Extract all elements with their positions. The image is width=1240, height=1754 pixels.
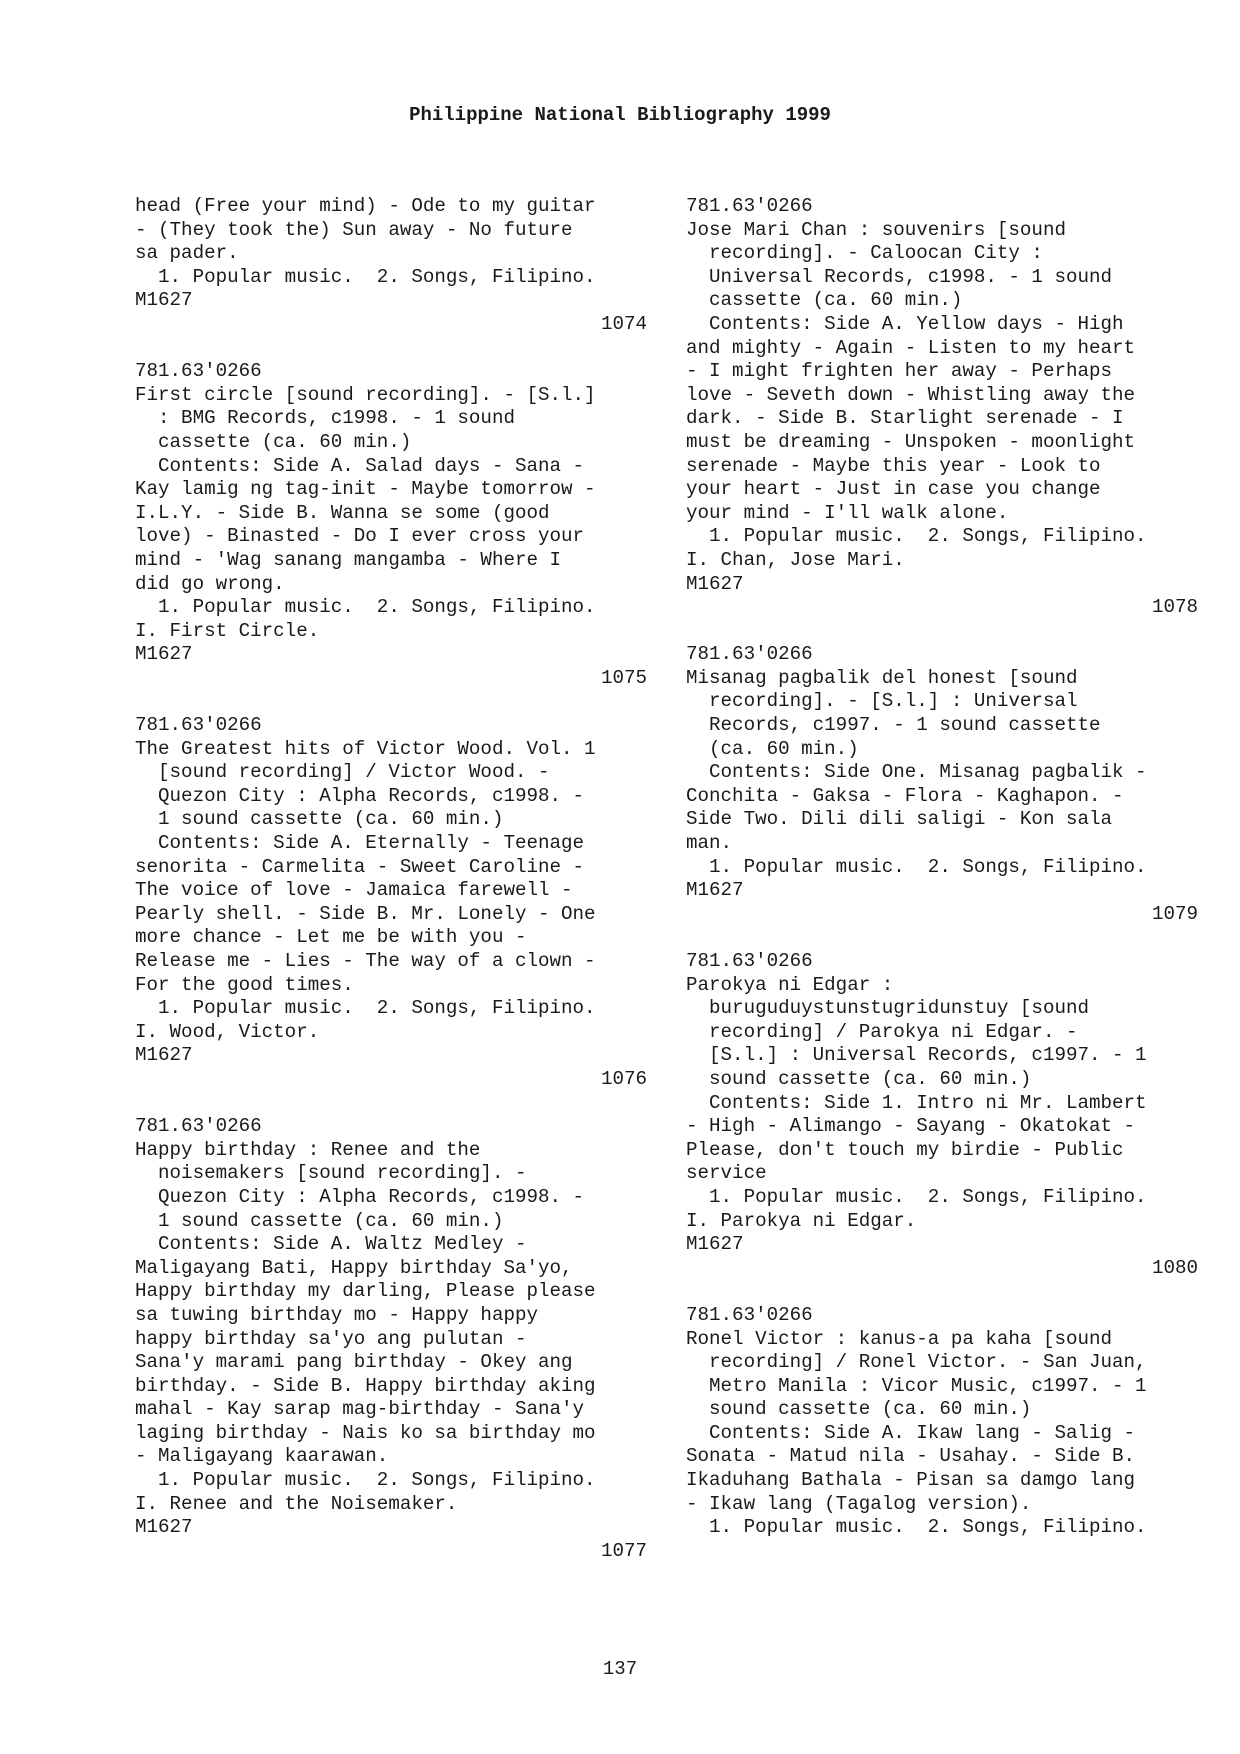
- entry-line: 781.63'0266: [135, 1115, 262, 1138]
- bibliography-entry: [135, 714, 647, 1092]
- entry-line: laging birthday - Nais ko sa birthday mo: [135, 1421, 596, 1444]
- entry-line: [sound recording] / Victor Wood. -: [135, 761, 550, 784]
- entry-line: senorita - Carmelita - Sweet Caroline -: [135, 855, 585, 878]
- entry-line: I. Chan, Jose Mari.: [686, 548, 905, 571]
- entry-number: 1079: [1151, 902, 1198, 925]
- entry-line: love) - Binasted - Do I ever cross your: [135, 525, 585, 548]
- entry-line: Ikaduhang Bathala - Pisan sa damgo lang: [686, 1469, 1136, 1492]
- entry-line: - High - Alimango - Sayang - Okatokat -: [686, 1115, 1136, 1138]
- entry-line: Release me - Lies - The way of a clown -: [135, 950, 596, 972]
- entry-line: 1 sound cassette (ca. 60 min.): [135, 808, 504, 831]
- entry-line: and mighty - Again - Listen to my heart: [686, 336, 1136, 359]
- entry-line: The voice of love - Jamaica farewell -: [135, 879, 573, 902]
- entry-line: 781.63'0266: [686, 643, 813, 666]
- entry-line: 1. Popular music. 2. Songs, Filipino.: [135, 596, 596, 619]
- entry-line: 1. Popular music. 2. Songs, Filipino.: [135, 997, 596, 1020]
- entry-line: serenade - Maybe this year - Look to: [686, 454, 1101, 477]
- entry-line: head (Free your mind) - Ode to my guitar: [135, 195, 596, 217]
- entry-line: Metro Manila : Vicor Music, c1997. - 1: [686, 1374, 1147, 1397]
- entry-line: I. First Circle.: [135, 619, 320, 642]
- entry-line: 781.63'0266: [135, 360, 262, 383]
- entry-line: For the good times.: [135, 973, 354, 996]
- entry-line: recording] / Parokya ni Edgar. -: [686, 1020, 1078, 1043]
- entry-line: 1 sound cassette (ca. 60 min.): [135, 1209, 504, 1232]
- entry-line: Contents: Side A. Salad days - Sana -: [135, 454, 585, 477]
- entry-line: [S.l.] : Universal Records, c1997. - 1: [686, 1044, 1147, 1067]
- entry-line: M1627: [135, 289, 193, 312]
- entry-line: man.: [686, 832, 733, 855]
- entry-line: recording]. - Caloocan City :: [686, 242, 1043, 265]
- entry-line: - Maligayang kaarawan.: [135, 1445, 389, 1468]
- entry-line: I. Wood, Victor.: [135, 1020, 320, 1043]
- bibliography-entry: [686, 195, 1198, 620]
- bibliography-entry: [686, 643, 1198, 926]
- entry-line: mahal - Kay sarap mag-birthday - Sana'y: [135, 1398, 585, 1421]
- entry-line: Sonata - Matud nila - Usahay. - Side B.: [686, 1445, 1136, 1468]
- entry-line: your heart - Just in case you change: [686, 478, 1101, 501]
- entry-number: 1077: [600, 1539, 647, 1562]
- entry-line: Contents: Side 1. Intro ni Mr. Lambert: [686, 1091, 1147, 1114]
- entry-line: Pearly shell. - Side B. Mr. Lonely - One: [135, 902, 596, 925]
- entry-line: Contents: Side A. Eternally - Teenage: [135, 832, 585, 855]
- entry-line: Misanag pagbalik del honest [sound: [686, 666, 1078, 689]
- entry-line: sound cassette (ca. 60 min.): [686, 1398, 1032, 1421]
- entry-line: cassette (ca. 60 min.): [135, 430, 412, 453]
- entry-line: noisemakers [sound recording]. -: [135, 1162, 527, 1185]
- entry-line: Maligayang Bati, Happy birthday Sa'yo,: [135, 1256, 573, 1279]
- bibliography-entry: [135, 360, 647, 690]
- page-number: 137: [602, 1658, 638, 1680]
- entry-line: - I might frighten her away - Perhaps: [686, 360, 1113, 383]
- entry-line: Contents: Side A. Ikaw lang - Salig -: [686, 1421, 1136, 1444]
- entry-line: M1627: [686, 1233, 744, 1256]
- entry-line: Contents: Side A. Waltz Medley -: [135, 1233, 527, 1256]
- entry-line: 1. Popular music. 2. Songs, Filipino.: [135, 265, 596, 288]
- entry-line: Contents: Side One. Misanag pagbalik -: [686, 761, 1147, 784]
- page-header-title: Philippine National Bibliography 1999: [409, 104, 831, 126]
- entry-line: M1627: [135, 1516, 193, 1539]
- entry-line: sa tuwing birthday mo - Happy happy: [135, 1303, 539, 1326]
- entry-line: I.L.Y. - Side B. Wanna se some (good: [135, 501, 550, 524]
- entry-line: 1. Popular music. 2. Songs, Filipino.: [686, 855, 1147, 878]
- entry-line: 781.63'0266: [135, 714, 262, 737]
- entry-line: your mind - I'll walk alone.: [686, 501, 1009, 524]
- entry-line: First circle [sound recording]. - [S.l.]: [135, 383, 596, 406]
- bibliography-entry: [135, 195, 647, 337]
- entry-line: more chance - Let me be with you -: [135, 926, 527, 949]
- entry-number: 1075: [600, 666, 647, 689]
- entry-line: Side Two. Dili dili saligi - Kon sala: [686, 808, 1113, 831]
- entry-number: 1078: [1151, 596, 1198, 619]
- entry-line: must be dreaming - Unspoken - moonlight: [686, 430, 1136, 453]
- entry-line: Sana'y marami pang birthday - Okey ang: [135, 1351, 573, 1374]
- entry-line: Jose Mari Chan : souvenirs [sound: [686, 218, 1066, 241]
- left-column: [135, 195, 647, 1587]
- entry-line: Universal Records, c1998. - 1 sound: [686, 265, 1113, 288]
- entry-line: Ronel Victor : kanus-a pa kaha [sound: [686, 1327, 1113, 1350]
- entry-line: 781.63'0266: [686, 195, 813, 217]
- entry-line: (ca. 60 min.): [686, 737, 859, 760]
- entry-number: 1074: [600, 312, 647, 335]
- entry-line: did go wrong.: [135, 572, 285, 595]
- entry-line: 1. Popular music. 2. Songs, Filipino.: [686, 1516, 1147, 1539]
- entry-line: happy birthday sa'yo ang pulutan -: [135, 1327, 527, 1350]
- entry-line: M1627: [686, 572, 744, 595]
- entry-line: M1627: [135, 1044, 193, 1067]
- entry-line: Conchita - Gaksa - Flora - Kaghapon. -: [686, 784, 1124, 807]
- entry-line: Happy birthday my darling, Please please: [135, 1280, 596, 1303]
- entry-line: Contents: Side A. Yellow days - High: [686, 312, 1124, 335]
- entry-line: sa pader.: [135, 242, 239, 265]
- entry-line: sound cassette (ca. 60 min.): [686, 1067, 1032, 1090]
- entry-line: 781.63'0266: [686, 950, 813, 972]
- entry-line: 781.63'0266: [686, 1303, 813, 1326]
- entry-line: Please, don't touch my birdie - Public: [686, 1138, 1124, 1161]
- entry-line: : BMG Records, c1998. - 1 sound: [135, 407, 515, 430]
- entry-line: 1. Popular music. 2. Songs, Filipino.: [686, 525, 1147, 548]
- entry-number: 1080: [1151, 1256, 1198, 1279]
- entry-line: Happy birthday : Renee and the: [135, 1138, 481, 1161]
- entry-line: Records, c1997. - 1 sound cassette: [686, 714, 1101, 737]
- entry-line: service: [686, 1162, 767, 1185]
- entry-line: M1627: [135, 643, 193, 666]
- entry-number: 1076: [600, 1067, 647, 1090]
- right-column: [686, 195, 1198, 1563]
- entry-line: - (They took the) Sun away - No future: [135, 218, 573, 241]
- entry-line: Quezon City : Alpha Records, c1998. -: [135, 1185, 585, 1208]
- entry-line: Kay lamig ng tag-init - Maybe tomorrow -: [135, 478, 596, 501]
- entry-line: cassette (ca. 60 min.): [686, 289, 963, 312]
- bibliography-entry: [686, 950, 1198, 1280]
- entry-line: mind - 'Wag sanang mangamba - Where I: [135, 548, 562, 571]
- entry-line: 1. Popular music. 2. Songs, Filipino.: [135, 1469, 596, 1492]
- entry-line: The Greatest hits of Victor Wood. Vol. 1: [135, 737, 596, 760]
- bibliography-entry: [135, 1115, 647, 1563]
- entry-line: 1. Popular music. 2. Songs, Filipino.: [686, 1185, 1147, 1208]
- entry-line: M1627: [686, 879, 744, 902]
- entry-line: - Ikaw lang (Tagalog version).: [686, 1492, 1032, 1515]
- entry-line: love - Seveth down - Whistling away the: [686, 383, 1136, 406]
- entry-line: I. Parokya ni Edgar.: [686, 1209, 917, 1232]
- entry-line: buruguduystunstugridunstuy [sound: [686, 997, 1090, 1020]
- entry-line: Quezon City : Alpha Records, c1998. -: [135, 784, 585, 807]
- entry-line: Parokya ni Edgar :: [686, 973, 894, 996]
- entry-line: dark. - Side B. Starlight serenade - I: [686, 407, 1124, 430]
- entry-line: I. Renee and the Noisemaker.: [135, 1492, 458, 1515]
- entry-line: birthday. - Side B. Happy birthday aking: [135, 1374, 596, 1397]
- bibliography-entry: [686, 1304, 1198, 1540]
- entry-line: recording] / Ronel Victor. - San Juan,: [686, 1351, 1147, 1374]
- entry-line: recording]. - [S.l.] : Universal: [686, 690, 1078, 713]
